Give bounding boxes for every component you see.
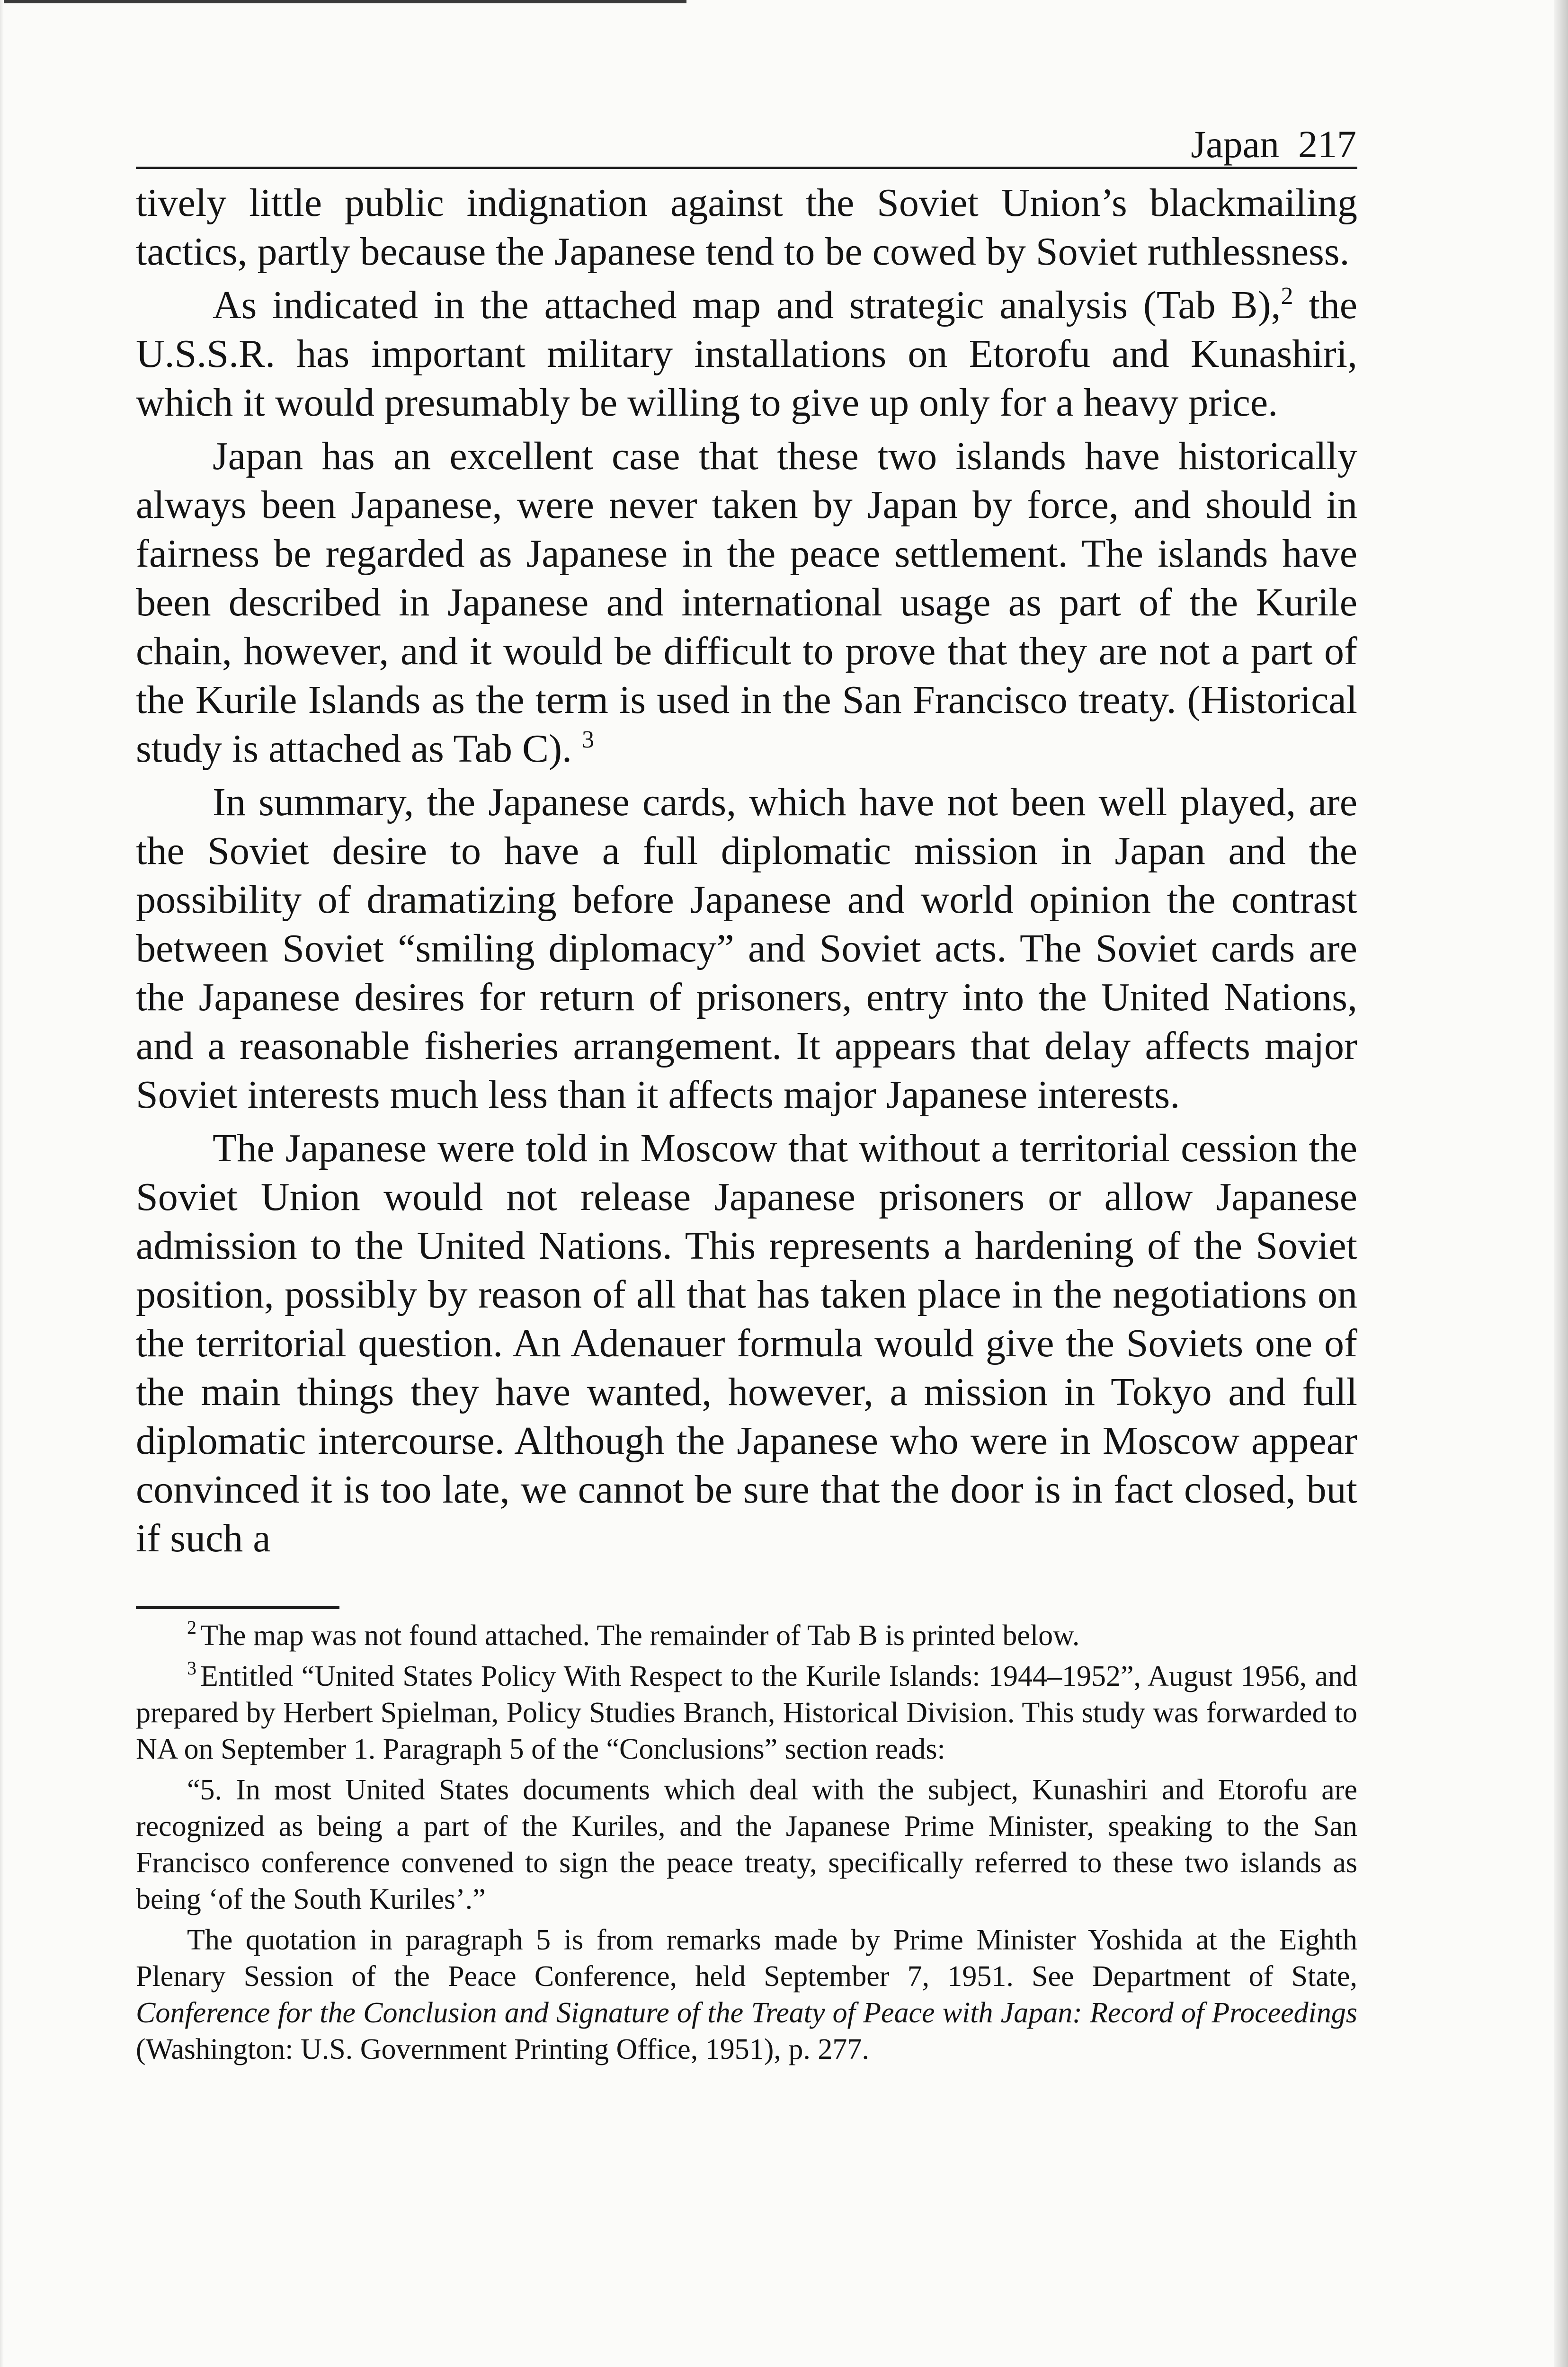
running-head [136,114,1357,169]
paragraph-historical-case [136,432,1357,773]
paragraph-summary: In summary, the Japanese cards, which have not been well played, are the Soviet desire to have a full diplomatic mission in Japan and the possibility of dramatizing before Japanese and world opinion the contrast between Soviet “smiling diplomacy” and Soviet acts. The Soviet cards are the Japanese desires for return of prisoners, entry into the United Nations, and a reasonable fisheries arrangement. It appears that delay affects major Soviet interests much less than it affects major Japanese interests. [136,780,1357,1117]
footnote-3-source-intro: The quotation in paragraph 5 is from remarks made by Prime Minister Yoshida at the Eighth Plenary Session of the Peace Conference, held September 7, 1951. See Department of State, [136,1924,1357,1993]
paragraph-continued: tively little public indignation against the Soviet Union’s blackmailing tactics, partly because the Japanese tend to be cowed by Soviet ruthlessness. [136,181,1357,274]
paragraph-strategic-analysis [136,281,1357,427]
scan-top-edge [0,0,686,3]
footnote-2 [136,1618,1357,1654]
footnote-number-3: 3 [187,1657,196,1679]
footnote-3-text: Entitled “United States Policy With Respect to the Kurile Islands: 1944–1952”, August 1956, and prepared by Herbert Spielman, Policy Studies Branch, Historical Division. This study was forwarded to NA on September 1. Paragraph 5 of the “Conclusions” section reads: [136,1660,1357,1765]
scan-right-edge [1554,0,1568,2367]
footnote-3-source [136,1922,1357,2068]
running-title: Japan [1191,123,1279,166]
running-head-text [1191,125,1356,164]
footnote-3-source-title: Conference for the Conclusion and Signature of the Treaty of Peace with Japan: Record of Proceedings [136,1997,1357,2029]
paragraph-text: Japan has an excellent case that these two islands have historically always been Japanese, were never taken by Japan by force, and should in fairness be regarded as Japanese in the peace settlement. The islands have been described in Japanese and international usage as part of the Kurile chain, however, and it would be difficult to prove that they are not a part of the Kurile Islands as the term is used in the San Francisco treaty. (Historical study is attached as Tab C). [136,434,1357,771]
paragraph-moscow-talks: The Japanese were told in Moscow that without a territorial cession the Soviet Union would not release Japanese prisoners or allow Japanese admission to the United Nations. This represents a hardening of the Soviet position, possibly by reason of all that has taken place in the negotiations on the territorial question. An Adenauer formula would give the Soviets one of the main things they have wanted, however, a mission in Tokyo and full diplomatic intercourse. Although the Japanese who were in Moscow appear convinced it is too late, we cannot be sure that the door is in fact closed, but if such a [136,1126,1357,1560]
document-page [136,114,1357,2072]
body-text [136,178,1357,1563]
scan-left-edge [0,0,4,2367]
paragraph-text-continued: the U.S.S.R. has important military installations on Etorofu and Kunashiri, which it would presumably be willing to give up only for a heavy price. [136,283,1357,425]
footnote-2-text: The map was not found attached. The remainder of Tab B is printed below. [200,1620,1080,1652]
page-number: 217 [1298,123,1356,166]
footnote-ref-3: 3 [582,726,595,753]
footnotes [136,1618,1357,2068]
footnote-3-source-tail: (Washington: U.S. Government Printing Office, 1951), p. 277. [136,2033,869,2065]
footnote-ref-2: 2 [1281,283,1293,310]
footnote-3-quote: “5. In most United States documents which deal with the subject, Kunashiri and Etorofu are recognized as being a part of the Kuriles, and the Japanese Prime Minister, speaking to the San Francisco conference convened to sign the peace treaty, specifically referred to these two islands as being ‘of the South Kuriles’.” [136,1774,1357,1915]
paragraph-text: As indicated in the attached map and strategic analysis (Tab B), [213,283,1281,327]
footnote-number-2: 2 [187,1617,196,1638]
footnote-rule [136,1606,339,1609]
footnote-3 [136,1658,1357,1768]
